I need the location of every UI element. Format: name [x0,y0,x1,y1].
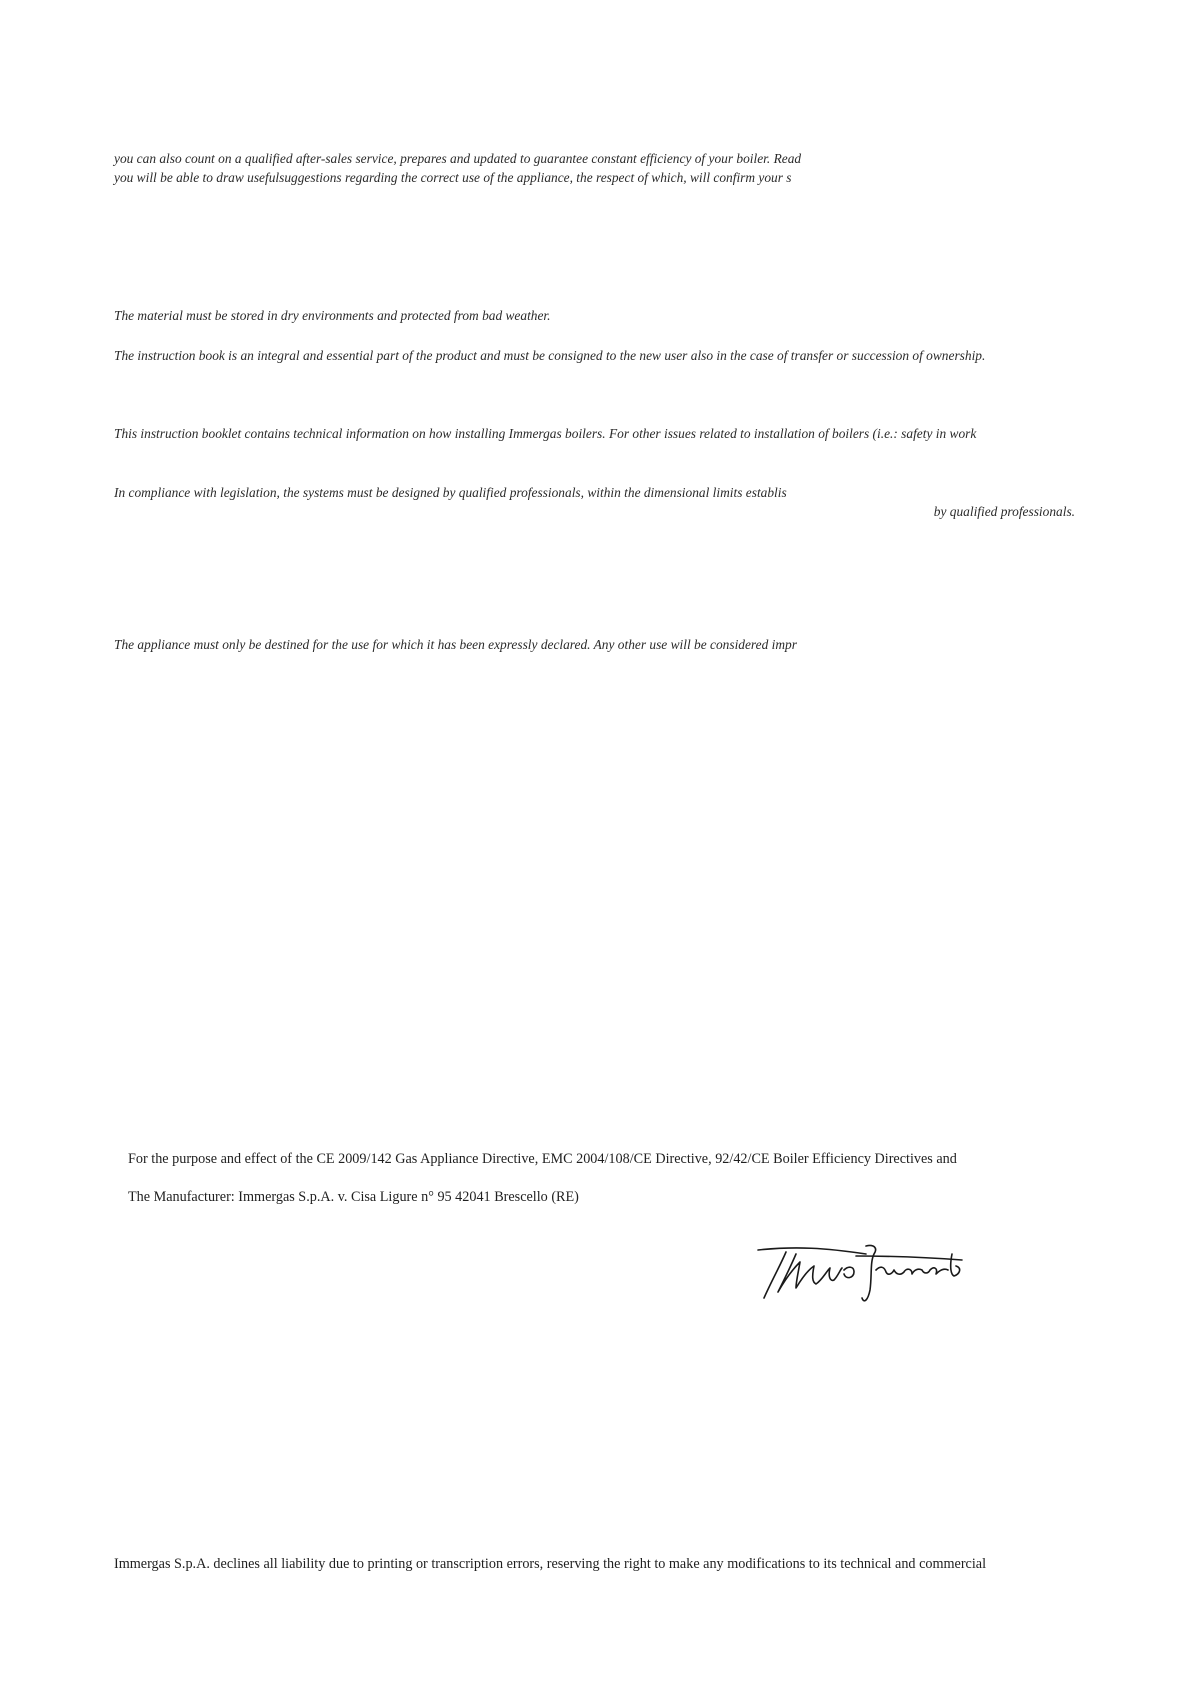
intended-use-note: The appliance must only be destined for the use for which it has been expressly declared. Any other use will be considered impr [114,637,797,652]
manufacturer-signature [756,1240,976,1312]
liability-disclaimer: Immergas S.p.A. declines all liability due to printing or transcription errors, reserving the right to make any modifications to its technical and commercial [114,1556,987,1572]
instruction-book-note: The instruction book is an integral and essential part of the product and must be consigned to the new user also in the case of transfer or succession of ownership. [114,348,986,363]
compliance-note-tail: by qualified professionals. [933,504,1075,519]
intro-line-2: you will be able to draw usefulsuggestions regarding the correct use of the appliance, the respect of which, will confirm your s [114,170,792,185]
declaration-manufacturer: The Manufacturer: Immergas S.p.A. v. Cisa Ligure n° 95 42041 Brescello (RE) [128,1189,579,1205]
storage-note: The material must be stored in dry environments and protected from bad weather. [114,308,551,323]
declaration-purpose: For the purpose and effect of the CE 2009/142 Gas Appliance Directive, EMC 2004/108/CE Directive, 92/42/CE Boiler Efficiency Directives and [128,1151,957,1167]
compliance-note: In compliance with legislation, the systems must be designed by qualified professionals, within the dimensional limits establis [114,485,787,500]
intro-line-1: you can also count on a qualified after-sales service, prepares and updated to guarantee constant efficiency of your boiler. Read [114,151,802,166]
booklet-note: This instruction booklet contains technical information on how installing Immergas boilers. For other issues related to installation of boilers (i.e.: safety in work [114,426,977,441]
